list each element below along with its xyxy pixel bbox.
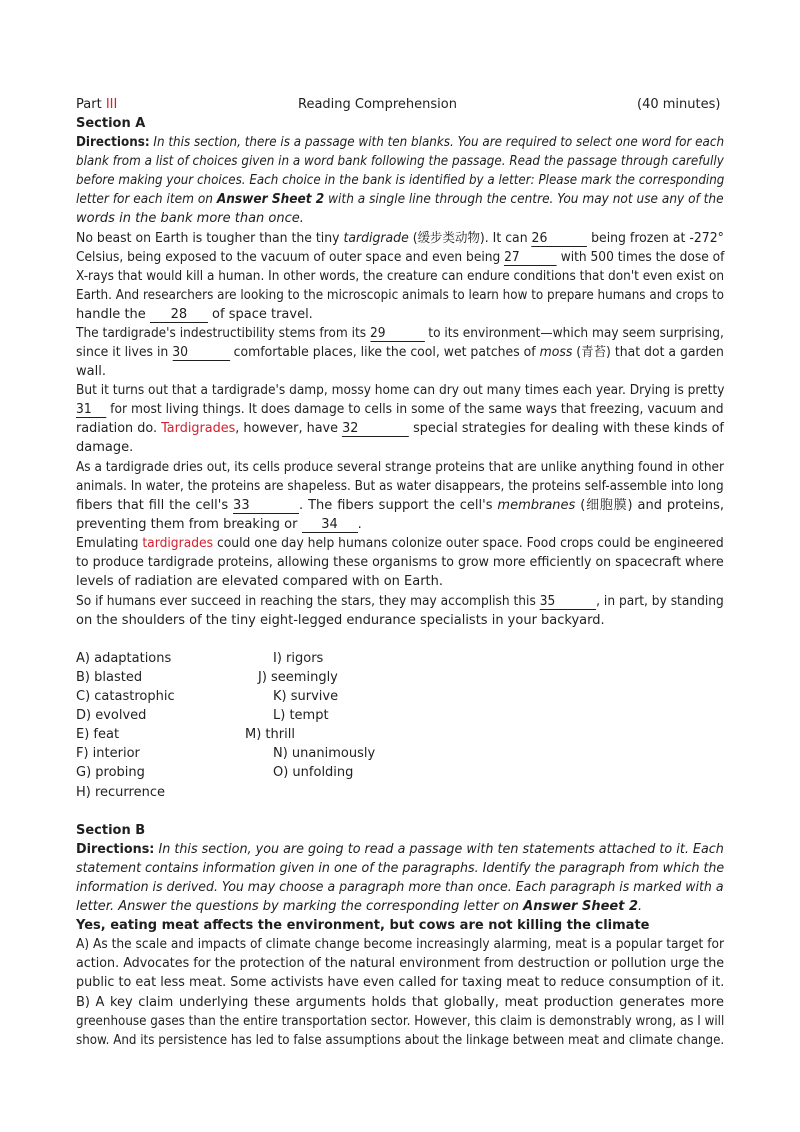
passage-line: on the shoulders of the tiny eight-legged endurance specialists in your backyard. bbox=[76, 613, 605, 628]
passage-line bbox=[76, 248, 725, 267]
blank-33: 33 bbox=[233, 498, 299, 514]
passage-line bbox=[76, 229, 724, 248]
section-a-directions-line: words in the bank more than once. bbox=[76, 211, 304, 226]
directions-text: letter for each item on bbox=[76, 192, 217, 207]
blank-26: 26 bbox=[532, 231, 588, 247]
word-bank-option: F) interior bbox=[76, 746, 140, 761]
blank-34: 34 bbox=[302, 517, 358, 533]
passage-line: As a tardigrade dries out, its cells produce several strange proteins that are unlike anything found in other bbox=[76, 460, 724, 475]
passage-text: could one day help humans colonize outer space. Food crops could be engineered bbox=[213, 536, 724, 551]
passage-line: But it turns out that a tardigrade's damp, mossy home can dry out many times each year. Drying is pretty bbox=[76, 383, 725, 398]
passage-line: damage. bbox=[76, 440, 134, 455]
word-bank-option: L) tempt bbox=[273, 708, 329, 723]
directions-text: In this section, there is a passage with ten blanks. You are required to select one word for each bbox=[149, 135, 725, 150]
section-b-directions-line: information is derived. You may choose a paragraph more than once. Each paragraph is marked with a bbox=[76, 880, 724, 895]
passage-text: Emulating bbox=[76, 536, 143, 551]
passage-text: radiation do. bbox=[76, 421, 162, 436]
passage-text: No beast on Earth is tougher than the tiny bbox=[76, 231, 344, 246]
part-numeral: III bbox=[105, 97, 118, 112]
directions-text: letter. Answer the questions by marking the corresponding letter on bbox=[76, 899, 524, 914]
word-bank-option: H) recurrence bbox=[76, 785, 165, 800]
passage-text: , however, have bbox=[235, 421, 343, 436]
passage-line: animals. In water, the proteins are shapeless. But as water disappears, the proteins self-assemble into long bbox=[76, 479, 724, 494]
section-a-directions-line bbox=[76, 190, 724, 209]
passage-text: moss bbox=[539, 345, 573, 360]
passage-text: tardigrade bbox=[343, 231, 409, 246]
word-bank-option: E) feat bbox=[76, 727, 120, 742]
passage-text: (缓步类动物). It can bbox=[408, 231, 532, 246]
word-bank-option: B) blasted bbox=[76, 670, 143, 685]
section-b-directions-line bbox=[76, 897, 724, 916]
word-bank-option: K) survive bbox=[273, 689, 339, 704]
passage-line bbox=[76, 343, 724, 362]
word-bank-option: D) evolved bbox=[76, 708, 147, 723]
directions-text: In this section, you are going to read a passage with ten statements attached to it. Each bbox=[154, 842, 724, 857]
passage-line bbox=[76, 496, 724, 515]
directions-text: . bbox=[638, 899, 643, 914]
directions-label: Directions: bbox=[76, 842, 155, 857]
passage-text: The tardigrade's indestructibility stems from its bbox=[76, 326, 371, 341]
article-title: Yes, eating meat affects the environment, but cows are not killing the climate bbox=[76, 918, 650, 933]
passage-text: . bbox=[357, 517, 362, 532]
directions-label: Directions: bbox=[76, 135, 150, 150]
passage-line bbox=[76, 515, 724, 534]
passage-line: wall. bbox=[76, 364, 106, 379]
word-bank-option: O) unfolding bbox=[273, 765, 354, 780]
time-limit: (40 minutes) bbox=[637, 97, 721, 112]
blank-35: 35 bbox=[540, 594, 596, 610]
passage-text: membranes bbox=[497, 498, 576, 513]
section-b-directions-line bbox=[76, 840, 724, 859]
passage-text: So if humans ever succeed in reaching the stars, they may accomplish this bbox=[76, 594, 540, 609]
passage-text: special strategies for dealing with these kinds of bbox=[409, 421, 724, 436]
word-bank-option: I) rigors bbox=[273, 651, 324, 666]
passage-line: X-rays that would kill a human. In other words, the creature can endure conditions that don't even exist on bbox=[76, 269, 725, 284]
passage-line bbox=[76, 534, 724, 553]
passage-text: , in part, by standing bbox=[596, 594, 724, 609]
passage-text: being frozen at -272° bbox=[587, 231, 724, 246]
blank-29: 29 bbox=[370, 326, 424, 342]
word-bank-option: N) unanimously bbox=[273, 746, 376, 761]
paragraph-a-line: public to eat less meat. Some activists have even called for taxing meat to reduce consumption of it. bbox=[76, 975, 725, 990]
section-a-directions-line: before making your choices. Each choice in the bank is identified by a letter: Please mark the corresponding bbox=[76, 173, 725, 188]
passage-text: comfortable places, like the cool, wet patches of bbox=[229, 345, 540, 360]
answer-sheet-ref: Answer Sheet 2 bbox=[523, 899, 639, 914]
directions-text: with a single line through the centre. You may not use any of the bbox=[324, 192, 724, 207]
section-a-directions-line: blank from a list of choices given in a word bank following the passage. Read the passage through carefully bbox=[76, 154, 724, 169]
part-title: Reading Comprehension bbox=[298, 97, 457, 112]
word-bank-option: J) seemingly bbox=[258, 670, 338, 685]
section-b-heading: Section B bbox=[76, 823, 146, 838]
paragraph-a-line: A) As the scale and impacts of climate change become increasingly alarming, meat is a popular target for bbox=[76, 937, 725, 952]
passage-text: handle the bbox=[76, 307, 150, 322]
passage-line bbox=[76, 400, 724, 419]
passage-text: with 500 times the dose of bbox=[556, 250, 725, 265]
answer-sheet-ref: Answer Sheet 2 bbox=[216, 192, 325, 207]
passage-line: Earth. And researchers are looking to the microscopic animals to learn how to prepare humans and crops to bbox=[76, 288, 724, 303]
passage-text: fibers that fill the cell's bbox=[76, 498, 234, 513]
passage-line bbox=[76, 592, 724, 611]
word-bank-option: G) probing bbox=[76, 765, 145, 780]
word-bank-option: A) adaptations bbox=[76, 651, 172, 666]
passage-line bbox=[76, 324, 724, 343]
passage-text: tardigrades bbox=[142, 536, 214, 551]
blank-28: 28 bbox=[150, 307, 208, 323]
passage-text: for most living things. It does damage to cells in some of the same ways that freezing, vacuum and bbox=[106, 402, 724, 417]
passage-text: preventing them from breaking or bbox=[76, 517, 302, 532]
passage-text: of space travel. bbox=[207, 307, 313, 322]
blank-31: 31 bbox=[76, 402, 106, 418]
paragraph-b-line: B) A key claim underlying these arguments holds that globally, meat production generates more bbox=[76, 995, 724, 1010]
passage-text: (细胞膜) and proteins, bbox=[575, 498, 724, 513]
section-a-heading: Section A bbox=[76, 116, 146, 131]
part-text: Part bbox=[76, 97, 102, 112]
section-a-directions-line bbox=[76, 133, 725, 152]
passage-line bbox=[76, 419, 724, 438]
passage-line bbox=[76, 305, 724, 324]
part-label bbox=[76, 95, 117, 114]
passage-text: since it lives in bbox=[76, 345, 173, 360]
paragraph-b-line: show. And its persistence has led to false assumptions about the linkage between meat and climate change. bbox=[76, 1033, 725, 1048]
passage-text: . The fibers support the cell's bbox=[299, 498, 498, 513]
blank-27: 27 bbox=[504, 250, 557, 266]
passage-line: levels of radiation are elevated compared with on Earth. bbox=[76, 574, 444, 589]
passage-text: (青苔) that dot a garden bbox=[572, 345, 724, 360]
passage-text: Celsius, being exposed to the vacuum of outer space and even being bbox=[76, 250, 505, 265]
passage-text: to its environment—which may seem surprising, bbox=[424, 326, 724, 341]
paragraph-a-line: action. Advocates for the protection of the natural environment from destruction or pollution urge the bbox=[76, 956, 725, 971]
paragraph-b-line: greenhouse gases than the entire transportation sector. However, this claim is demonstrably wrong, as I will bbox=[76, 1014, 725, 1029]
blank-32: 32 bbox=[342, 421, 409, 437]
section-b-directions-line: statement contains information given in one of the paragraphs. Identify the paragraph from which the bbox=[76, 861, 725, 876]
word-bank-option: M) thrill bbox=[245, 727, 295, 742]
passage-text: Tardigrades bbox=[161, 421, 236, 436]
passage-line: to produce tardigrade proteins, allowing these organisms to grow more efficiently on spacecraft where bbox=[76, 555, 724, 570]
word-bank-option: C) catastrophic bbox=[76, 689, 175, 704]
blank-30: 30 bbox=[172, 345, 229, 361]
